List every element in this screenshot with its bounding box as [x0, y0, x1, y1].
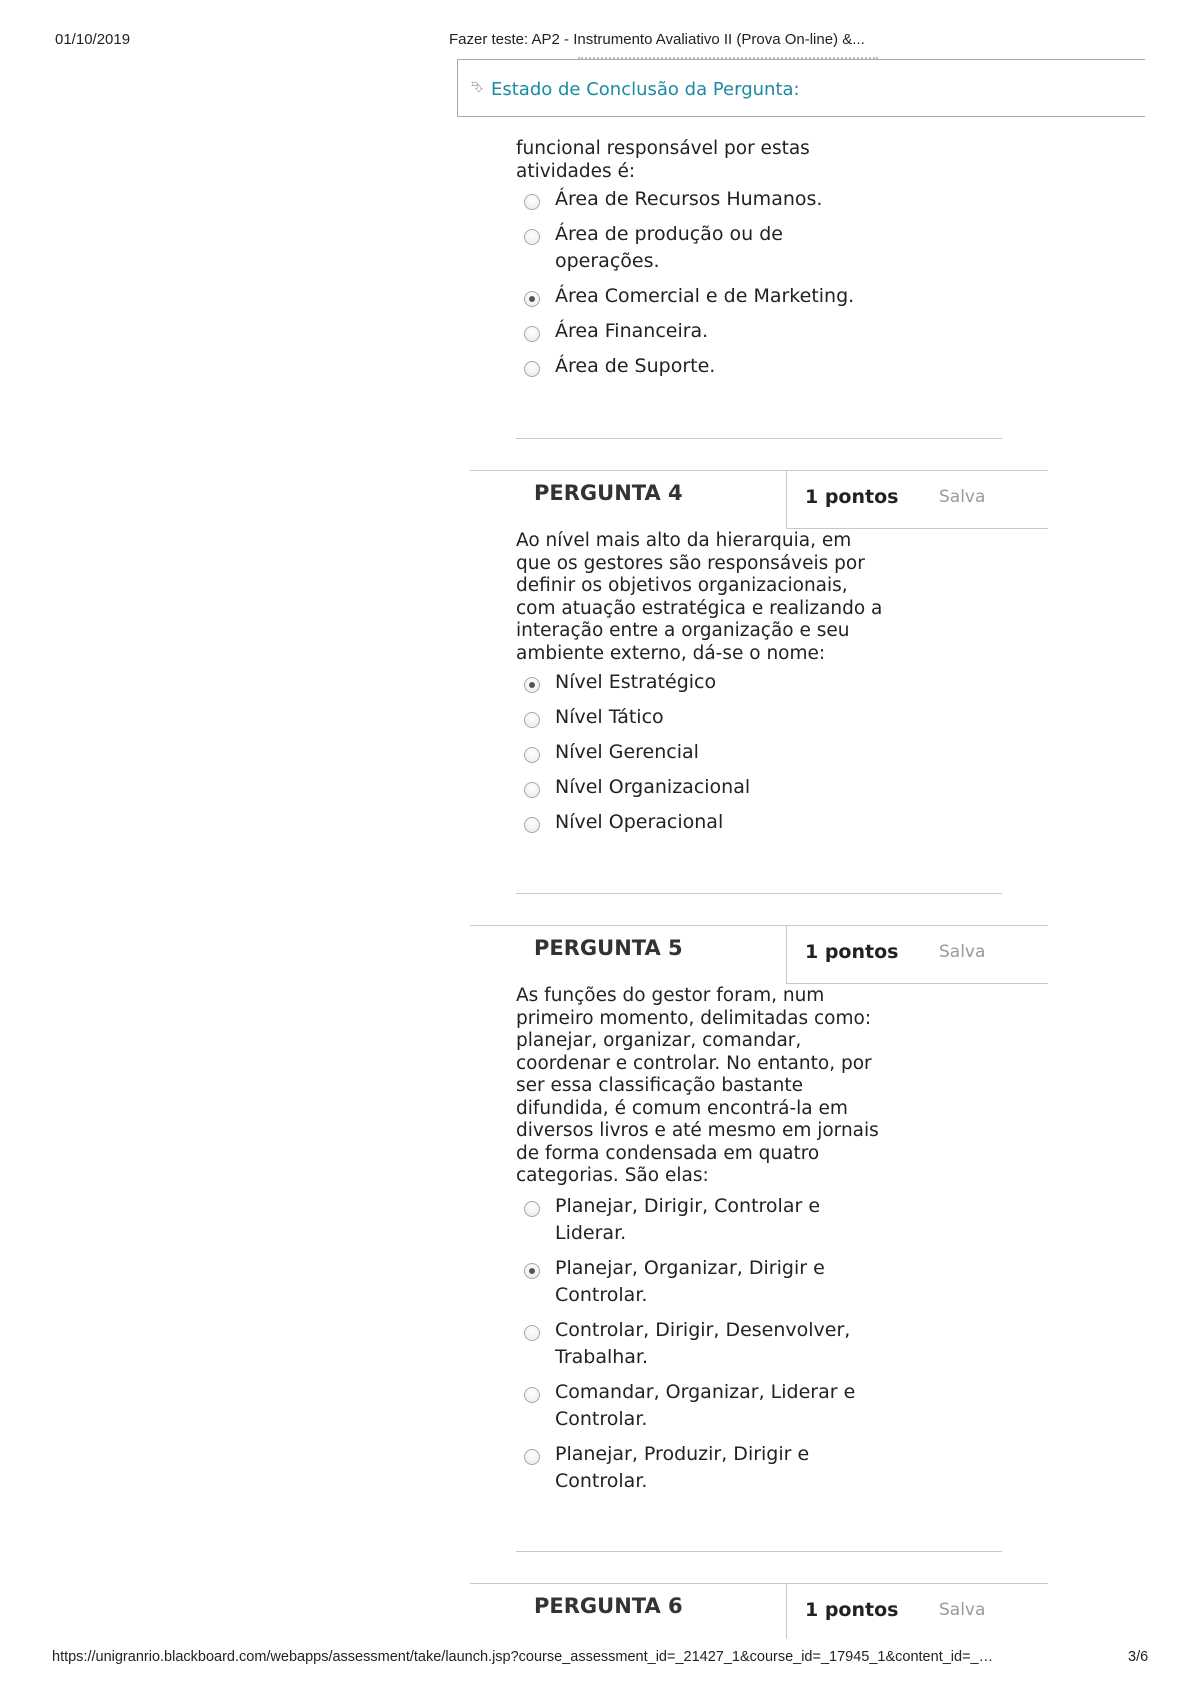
option-label[interactable]: Área de Recursos Humanos.: [555, 188, 823, 210]
question-separator: [516, 893, 1002, 894]
radio-button[interactable]: [524, 747, 540, 763]
points-box: [786, 470, 1048, 529]
question-6-title: PERGUNTA 6: [534, 1594, 683, 1618]
radio-button[interactable]: [524, 1449, 540, 1465]
radio-button-selected[interactable]: [524, 291, 540, 307]
option-label[interactable]: Área Comercial e de Marketing.: [555, 285, 855, 307]
question-6-header: [470, 1583, 1048, 1643]
radio-button[interactable]: [524, 361, 540, 377]
question-4-header: [470, 470, 1048, 530]
option-label[interactable]: Nível Estratégico: [555, 671, 717, 693]
option-label[interactable]: Controlar, Dirigir, Desenvolver, Trabalhar.: [555, 1319, 851, 1368]
completion-status-label[interactable]: Estado de Conclusão da Pergunta:: [491, 79, 800, 100]
option-label[interactable]: Nível Operacional: [555, 811, 724, 833]
points-box: [786, 925, 1048, 984]
radio-button-selected[interactable]: [524, 677, 540, 693]
question-4-points: 1 pontos: [805, 486, 899, 508]
print-date: 01/10/2019: [55, 31, 131, 48]
question-4-saved-status: Salva: [939, 487, 986, 507]
radio-button[interactable]: [524, 194, 540, 210]
question-5-saved-status: Salva: [939, 942, 986, 962]
question-6-points: 1 pontos: [805, 1599, 899, 1621]
radio-button[interactable]: [524, 782, 540, 798]
radio-button[interactable]: [524, 1387, 540, 1403]
print-page-number: 3/6: [1128, 1649, 1149, 1665]
question-separator: [516, 1551, 1002, 1552]
radio-button[interactable]: [524, 1201, 540, 1217]
print-page-title: Fazer teste: AP2 - Instrumento Avaliativo II (Prova On-line) &...: [449, 31, 865, 48]
question-4-text: Ao nível mais alto da hierarquia, em que os gestores são responsáveis por definir os objetivos organizacionais, com atuação estratégica e realizando a interação entre a organização e seu ambiente externo, dá-se o nome:: [516, 530, 883, 664]
question-5-text: As funções do gestor foram, num primeiro momento, delimitadas como: planejar, organizar, comandar, coordenar e controlar. No entanto, por ser essa classificação bastante difundida, é comum encontrá-la em diversos livros e até mesmo em jornais de forma condensada em quatro categorias. São elas:: [516, 985, 879, 1186]
question-5-title: PERGUNTA 5: [534, 936, 683, 960]
question-separator: [516, 438, 1002, 439]
radio-button[interactable]: [524, 326, 540, 342]
points-box: [786, 1583, 1048, 1639]
option-label[interactable]: Planejar, Produzir, Dirigir e Controlar.: [555, 1443, 810, 1492]
radio-button[interactable]: [524, 817, 540, 833]
cut-off-text-remnant: [578, 57, 878, 62]
radio-button[interactable]: [524, 1325, 540, 1341]
question-5-points: 1 pontos: [805, 941, 899, 963]
question-4-title: PERGUNTA 4: [534, 481, 683, 505]
option-label[interactable]: Nível Organizacional: [555, 776, 751, 798]
radio-button-selected[interactable]: [524, 1263, 540, 1279]
option-label[interactable]: Nível Gerencial: [555, 741, 699, 763]
question-3-text: funcional responsável por estas atividades é:: [516, 138, 810, 182]
question-6-saved-status: Salva: [939, 1600, 986, 1620]
double-chevron-down-icon[interactable]: ⮷: [471, 78, 484, 96]
option-label[interactable]: Planejar, Organizar, Dirigir e Controlar.: [555, 1257, 825, 1306]
radio-button[interactable]: [524, 229, 540, 245]
option-label[interactable]: Área de Suporte.: [555, 355, 716, 377]
question-5-header: [470, 925, 1048, 985]
print-url: https://unigranrio.blackboard.com/webapps/assessment/take/launch.jsp?course_assessment_id=_21427_1&course_id=_17945_1&content_id=_…: [52, 1649, 994, 1665]
option-label[interactable]: Área Financeira.: [555, 320, 709, 342]
radio-button[interactable]: [524, 712, 540, 728]
question-completion-status[interactable]: [457, 59, 1145, 117]
option-label[interactable]: Planejar, Dirigir, Controlar e Liderar.: [555, 1195, 821, 1244]
option-label[interactable]: Comandar, Organizar, Liderar e Controlar.: [555, 1381, 856, 1430]
option-label[interactable]: Área de produção ou de operações.: [555, 223, 783, 272]
option-label[interactable]: Nível Tático: [555, 706, 664, 728]
